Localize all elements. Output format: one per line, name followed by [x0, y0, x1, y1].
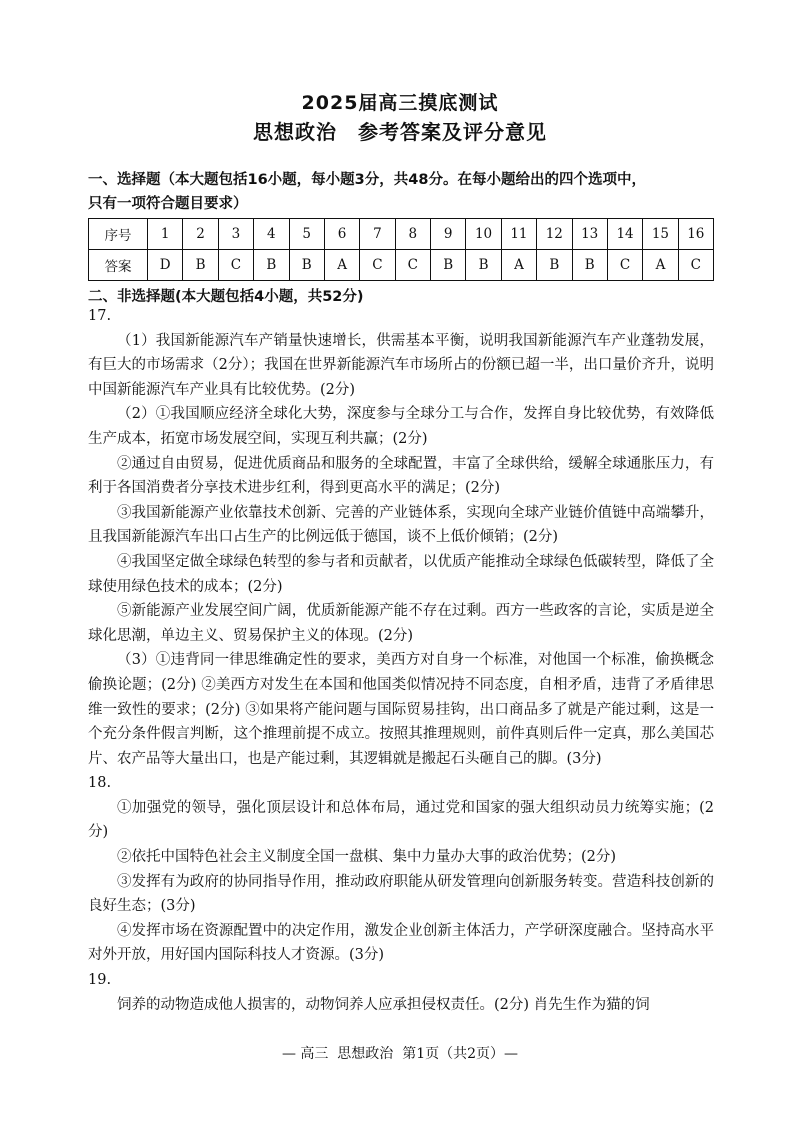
- table-cell-number: 11: [501, 219, 536, 250]
- section2-heading: 二、非选择题(本大题包括4小题，共52分): [88, 289, 364, 305]
- table-cell-answer: A: [324, 250, 359, 281]
- exam-subtitle: 思想政治 参考答案及评分意见: [253, 120, 547, 144]
- table-cell-number: 9: [431, 219, 466, 250]
- table-cell-number: 6: [324, 219, 359, 250]
- answer-table: [88, 218, 714, 281]
- table-cell-number: 15: [643, 219, 678, 250]
- table-cell-number: 3: [218, 219, 253, 250]
- answer-paragraph: （3）①违背同一律思维确定性的要求，美西方对自身一个标准，对他国一个标准，偷换概念偷换论题；(2分) ②美西方对发生在本国和他国类似情况持不同态度，自相矛盾，违背了矛盾律思维一致性的要求；(2分) ③如果将产能问题与国际贸易挂钩，出口商品多了就是产能过剩，这是一个充分条件假言判断，这个推理前提不成立。按照其推理规则，前件真则后件一定真，那么美国芯片、农产品等大量出口，也是产能过剩，其逻辑就是搬起石头砸自己的脚。(3分): [88, 652, 714, 767]
- table-cell-answer: A: [643, 250, 678, 281]
- table-cell-answer: C: [395, 250, 430, 281]
- table-cell-answer: C: [678, 250, 713, 281]
- exam-title: 2025届高三摸底测试: [301, 92, 499, 114]
- table-cell-answer: C: [218, 250, 253, 281]
- table-cell-number: 2: [183, 219, 218, 250]
- answer-paragraph: ④发挥市场在资源配置中的决定作用，激发企业创新主体活力，产学研深度融合。坚持高水平对外开放，用好国内国际科技人才资源。(3分): [88, 922, 714, 964]
- table-cell-number: 4: [254, 219, 289, 250]
- table-row-label: 序号: [89, 219, 148, 250]
- section2-body: [88, 304, 714, 1017]
- table-cell-number: 1: [148, 219, 183, 250]
- section1-heading-line1: 一、选择题（本大题包括16小题，每小题3分，共48分。在每小题给出的四个选项中，: [88, 172, 646, 188]
- page-footer: — 高三 思想政治 第1页（共2页）—: [281, 1046, 519, 1062]
- table-row-label: 答案: [89, 250, 148, 281]
- table-cell-answer: C: [607, 250, 642, 281]
- answer-paragraph: 饲养的动物造成他人损害的，动物饲养人应承担侵权责任。(2分) 肖先生作为猫的饲: [117, 996, 650, 1013]
- table-cell-answer: B: [537, 250, 572, 281]
- answer-paragraph: （2）①我国顺应经济全球化大势，深度参与全球分工与合作，发挥自身比较优势，有效降低生产成本，拓宽市场发展空间，实现互利共赢；(2分): [88, 406, 714, 447]
- question-number: 19.: [88, 972, 112, 989]
- table-cell-answer: B: [254, 250, 289, 281]
- table-cell-number: 7: [360, 219, 395, 250]
- table-cell-number: 8: [395, 219, 430, 250]
- section1-heading-line2: 只有一项符合题目要求）: [88, 196, 248, 212]
- table-cell-answer: B: [183, 250, 218, 281]
- table-cell-number: 16: [678, 219, 713, 250]
- answer-table-answer-row: [89, 250, 714, 281]
- answer-paragraph: （1）我国新能源汽车产销量快速增长，供需基本平衡，说明我国新能源汽车产业蓬勃发展，有巨大的市场需求（2分）；我国在世界新能源汽车市场所占的份额已超一半，出口量价齐升，说明中国新能源汽车产业具有比较优势。(2分): [88, 332, 714, 398]
- table-cell-answer: B: [289, 250, 324, 281]
- answer-paragraph: ②依托中国特色社会主义制度全国一盘棋、集中力量办大事的政治优势；(2分): [117, 849, 617, 866]
- answer-paragraph: ①加强党的领导，强化顶层设计和总体布局，通过党和国家的强大组织动员力统筹实施；(2分): [88, 799, 714, 841]
- question-number: 17.: [88, 308, 112, 324]
- table-cell-number: 5: [289, 219, 324, 250]
- answer-table-number-row: [89, 219, 714, 250]
- table-cell-answer: B: [431, 250, 466, 281]
- table-cell-number: 14: [607, 219, 642, 250]
- table-cell-answer: D: [148, 250, 183, 281]
- answer-paragraph: ③我国新能源产业依靠技术创新、完善的产业链体系，实现向全球产业链价值链中高端攀升，且我国新能源汽车出口占生产的比例远低于德国，谈不上低价倾销；(2分): [88, 504, 714, 546]
- table-cell-answer: B: [572, 250, 607, 281]
- table-cell-number: 10: [466, 219, 501, 250]
- table-cell-number: 12: [537, 219, 572, 250]
- table-cell-answer: A: [501, 250, 536, 281]
- table-cell-number: 13: [572, 219, 607, 250]
- question-number: 18.: [88, 775, 112, 792]
- table-cell-answer: C: [360, 250, 395, 281]
- answer-paragraph: ②通过自由贸易，促进优质商品和服务的全球配置，丰富了全球供给，缓解全球通胀压力，有利于各国消费者分享技术进步红利，得到更高水平的满足；(2分): [88, 455, 714, 497]
- answer-paragraph: ③发挥有为政府的协同指导作用，推动政府职能从研发管理向创新服务转变。营造科技创新的良好生态；(3分): [88, 873, 714, 915]
- answer-paragraph: ⑤新能源产业发展空间广阔，优质新能源产能不存在过剩。西方一些政客的言论，实质是逆全球化思潮，单边主义、贸易保护主义的体现。(2分): [88, 603, 714, 644]
- answer-paragraph: ④我国坚定做全球绿色转型的参与者和贡献者，以优质产能推动全球绿色低碳转型，降低了全球使用绿色技术的成本；(2分): [88, 553, 714, 595]
- table-cell-answer: B: [466, 250, 501, 281]
